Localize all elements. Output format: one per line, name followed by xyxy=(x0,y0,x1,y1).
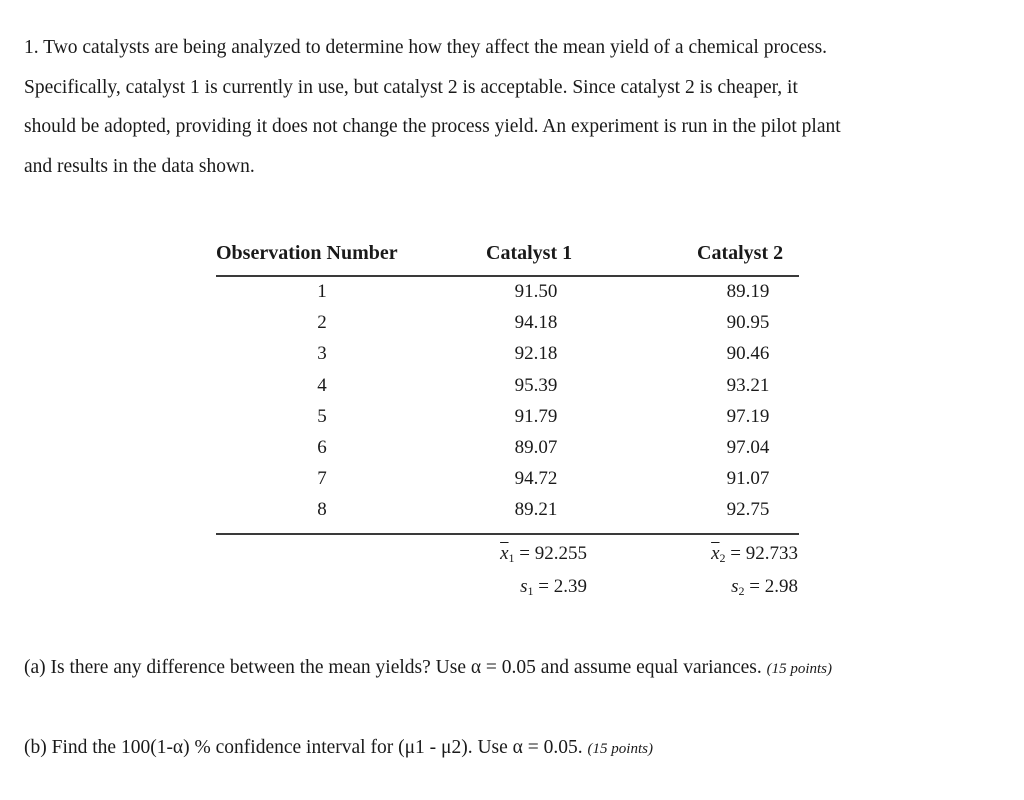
mean-symbol: $\overline{x}$ xyxy=(500,543,509,564)
question-a xyxy=(24,657,832,679)
cell-catalyst-2: 92.75 xyxy=(726,499,770,520)
cell-observation: 1 xyxy=(317,281,327,302)
cell-observation: 4 xyxy=(317,375,327,396)
cell-catalyst-2: 90.95 xyxy=(726,312,770,333)
sd-symbol: s xyxy=(520,576,528,597)
header-rule xyxy=(216,275,799,277)
header-catalyst-1: Catalyst 1 xyxy=(486,242,573,264)
question-text: (a) Is there any difference between the mean yields? Use α = 0.05 and assume equal variances. xyxy=(24,657,767,678)
cell-observation: 7 xyxy=(317,468,327,489)
question-b xyxy=(24,737,653,759)
sd-value: = 2.98 xyxy=(744,576,798,597)
cell-catalyst-1: 94.18 xyxy=(514,312,558,333)
table-row xyxy=(216,437,799,468)
cell-catalyst-1: 91.79 xyxy=(514,406,558,427)
cell-catalyst-2: 89.19 xyxy=(726,281,770,302)
cell-observation: 6 xyxy=(317,437,327,458)
table-header xyxy=(216,236,799,276)
problem-line: Specifically, catalyst 1 is currently in use, but catalyst 2 is acceptable. Since catalyst 2 is cheaper, it xyxy=(24,76,798,98)
cell-catalyst-1: 95.39 xyxy=(514,375,558,396)
subscript: 2 xyxy=(719,551,726,565)
subscript: 2 xyxy=(738,584,745,598)
table-row xyxy=(216,281,799,312)
header-observation-number: Observation Number xyxy=(216,242,398,264)
table-row xyxy=(216,343,799,374)
cell-catalyst-2: 97.19 xyxy=(726,406,770,427)
cell-catalyst-1: 91.50 xyxy=(514,281,558,302)
cell-catalyst-1: 92.18 xyxy=(514,343,558,364)
table-row xyxy=(216,406,799,437)
question-text: (b) Find the 100(1-α) % confidence interval for (μ1 - μ2). Use α = 0.05. xyxy=(24,737,588,758)
header-catalyst-2: Catalyst 2 xyxy=(697,242,784,264)
cell-observation: 8 xyxy=(317,499,327,520)
table-row xyxy=(216,499,799,530)
cell-catalyst-2: 93.21 xyxy=(726,375,770,396)
mean-value: = 92.255 xyxy=(514,543,587,564)
points-label: (15 points) xyxy=(587,741,653,757)
cell-catalyst-1: 89.21 xyxy=(514,499,558,520)
mean-symbol: $\overline{x}$ xyxy=(711,543,720,564)
table-row xyxy=(216,375,799,406)
cell-observation: 5 xyxy=(317,406,327,427)
cell-catalyst-2: 90.46 xyxy=(726,343,770,364)
cell-catalyst-1: 94.72 xyxy=(514,468,558,489)
data-table xyxy=(216,236,799,520)
subscript: 1 xyxy=(527,584,534,598)
cell-catalyst-2: 97.04 xyxy=(726,437,770,458)
cell-catalyst-1: 89.07 xyxy=(514,437,558,458)
problem-statement xyxy=(24,28,1014,186)
sd-catalyst-2 xyxy=(650,576,798,599)
mean-catalyst-2 xyxy=(650,543,798,566)
mean-value: = 92.733 xyxy=(725,543,798,564)
subscript: 1 xyxy=(508,551,515,565)
sd-catalyst-1 xyxy=(440,576,587,599)
problem-line: should be adopted, providing it does not change the process yield. An experiment is run in the pilot plant xyxy=(24,116,841,137)
table-row xyxy=(216,312,799,343)
footer-rule xyxy=(216,533,799,535)
cell-catalyst-2: 91.07 xyxy=(726,468,770,489)
sd-symbol: s xyxy=(731,576,739,597)
cell-observation: 2 xyxy=(317,312,327,333)
problem-line: 1. Two catalysts are being analyzed to determine how they affect the mean yield of a chemical process. xyxy=(24,37,828,58)
mean-catalyst-1 xyxy=(440,543,587,566)
points-label: (15 points) xyxy=(766,661,833,677)
table-row xyxy=(216,468,799,499)
sd-value: = 2.39 xyxy=(533,576,587,597)
problem-line: and results in the data shown. xyxy=(24,155,255,177)
cell-observation: 3 xyxy=(317,343,327,364)
